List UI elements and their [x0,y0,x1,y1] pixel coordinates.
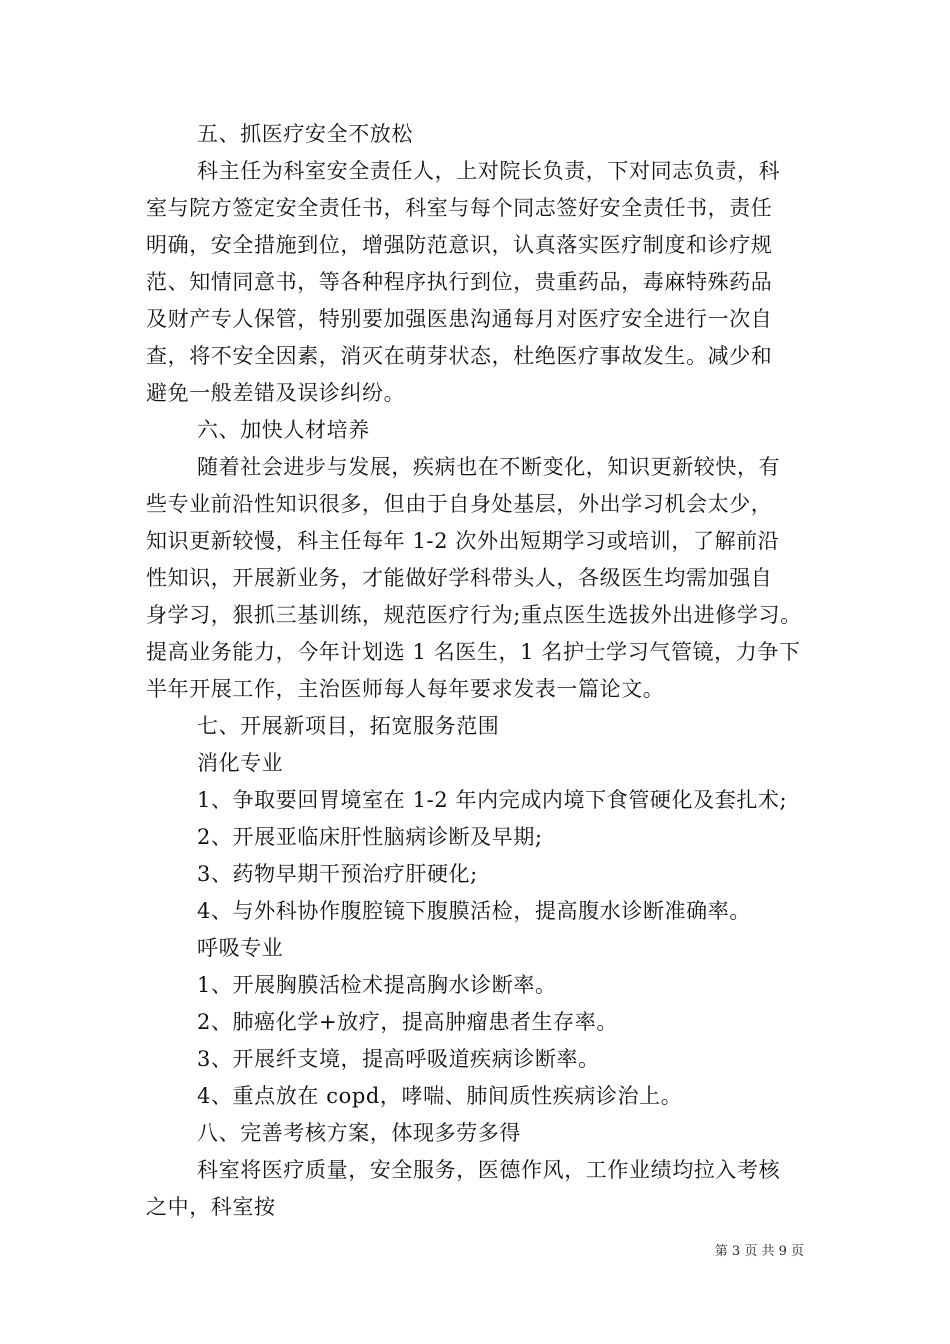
text-line: 五、抓医疗安全不放松 [197,122,413,146]
text-line: 之中，科室按 [146,1195,276,1219]
text-line: 避免一般差错及误诊纠纷。 [146,381,406,405]
text-line: 消化专业 [197,751,284,775]
text-line: 范、知情同意书，等各种程序执行到位，贵重药品，毒麻特殊药品 [146,270,773,294]
text-line: 科室将医疗质量，安全服务，医德作风，工作业绩均拉入考核 [197,1158,781,1182]
text-line: 呼吸专业 [197,936,284,960]
text-line: 半年开展工作，主治医师每人每年要求发表一篇论文。 [146,677,665,701]
text-line: 明确，安全措施到位，增强防范意识，认真落实医疗制度和诊疗规 [146,233,773,257]
text-line: 随着社会进步与发展，疾病也在不断变化，知识更新较快，有 [197,455,781,479]
text-line: 查，将不安全因素，消灭在萌芽状态，杜绝医疗事故发生。减少和 [146,344,773,368]
text-line: 七、开展新项目，拓宽服务范围 [197,714,500,738]
text-line: 科主任为科室安全责任人，上对院长负责，下对同志负责，科 [197,159,781,183]
text-line: 性知识，开展新业务，才能做好学科带头人，各级医生均需加强自 [146,566,773,590]
document-body [146,116,826,1226]
text-line: 提高业务能力，今年计划选 1 名医生，1 名护士学习气管镜，力争下 [146,640,801,664]
text-line: 3、药物早期干预治疗肝硬化; [197,862,478,886]
text-line: 4、重点放在 copd，哮喘、肺间质性疾病诊治上。 [197,1084,683,1108]
text-line: 及财产专人保管，特别要加强医患沟通每月对医疗安全进行一次自 [146,307,773,331]
text-line: 3、开展纤支境，提高呼吸道疾病诊断率。 [197,1047,600,1071]
text-line: 些专业前沿性知识很多，但由于自身处基层，外出学习机会太少， [146,492,773,516]
text-line: 1、争取要回胃境室在 1-2 年内完成内境下食管硬化及套扎术; [197,788,788,812]
text-line: 2、开展亚临床肝性脑病诊断及早期; [197,825,543,849]
text-line: 室与院方签定安全责任书，科室与每个同志签好安全责任书，责任 [146,196,773,220]
text-line: 4、与外科协作腹腔镜下腹膜活检，提高腹水诊断准确率。 [197,899,751,923]
text-line: 八、完善考核方案，体现多劳多得 [197,1121,521,1145]
text-line: 1、开展胸膜活检术提高胸水诊断率。 [197,973,557,997]
text-line: 六、加快人材培养 [197,418,370,442]
text-line: 2、肺癌化学+放疗，提高肿瘤患者生存率。 [197,1010,618,1034]
text-line: 知识更新较慢，科主任每年 1-2 次外出短期学习或培训，了解前沿 [146,529,780,553]
text-line: 身学习，狠抓三基训练，规范医疗行为;重点医生选拔外出进修学习。 [146,603,802,627]
page-number: 第 3 页 共 9 页 [714,1244,804,1259]
